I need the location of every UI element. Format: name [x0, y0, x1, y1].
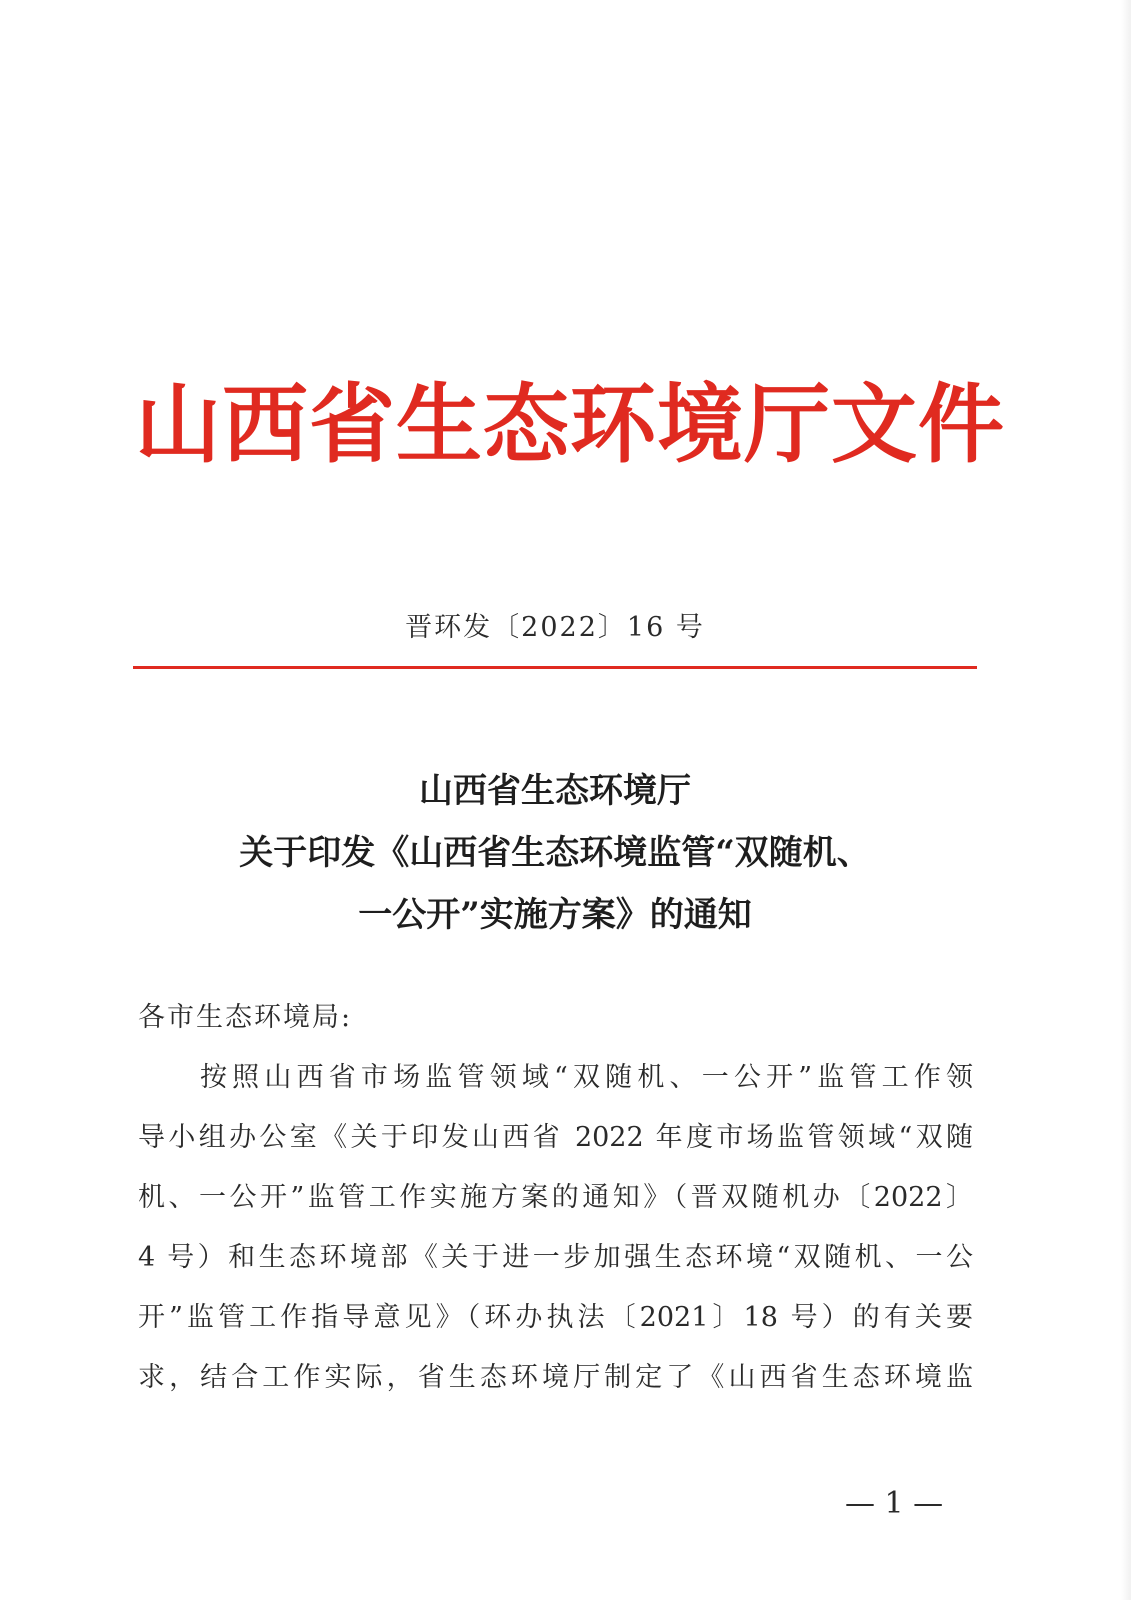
- salutation: 各市生态环境局:: [138, 1002, 353, 1033]
- body-text-line: 按照山西省市场监管领域“双随机、一公开”监管工作领: [200, 1062, 973, 1093]
- title-line: 山西省生态环境厅: [419, 771, 691, 811]
- body-text-line: 4 号）和生态环境部《关于进一步加强生态环境“双随机、一公: [138, 1242, 973, 1273]
- body-text-line: 求，结合工作实际，省生态环境厅制定了《山西省生态环境监: [138, 1362, 973, 1393]
- title-line: 一公开”实施方案》的通知: [358, 895, 752, 935]
- title-line: 关于印发《山西省生态环境监管“双随机、: [239, 833, 871, 873]
- red-divider-line: [133, 666, 977, 669]
- page-number: — 1 —: [845, 1486, 944, 1521]
- body-text-line: 开”监管工作指导意见》（环办执法〔2021〕18 号）的有关要: [138, 1302, 973, 1333]
- body-text-line: 机、一公开”监管工作实施方案的通知》（晋双随机办〔2022〕: [138, 1182, 973, 1213]
- document-number: 晋环发〔2022〕16 号: [405, 612, 705, 643]
- letterhead-title: 山西省生态环境厅文件: [135, 374, 1005, 475]
- document-title: [135, 760, 975, 946]
- body-text-line: 导小组办公室《关于印发山西省 2022 年度市场监管领域“双随: [138, 1122, 973, 1153]
- scan-edge-shadow: [1121, 0, 1131, 1600]
